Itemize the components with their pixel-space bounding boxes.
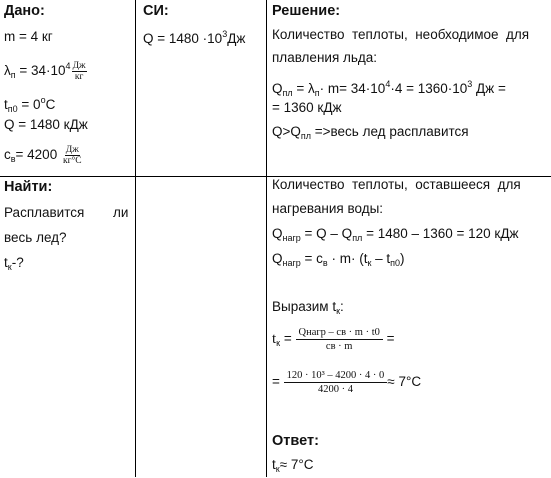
si-heat: $Q = 1480 \cdot 10^3Дж$ <box>143 29 246 46</box>
solution-temperature-calculation: = $\frac{\text{120 · 10³ – 4200 · 4 · 0}}{4200 \cdot 4}$ ≈ 7°C <box>272 369 422 395</box>
solution-express-label: Выразим $t_к$: <box>272 299 344 316</box>
find-title: Найти: <box>4 179 53 195</box>
calculation-numerator: 120 · 10³ – 4200 · 4 · 0 <box>284 369 388 383</box>
solution-melting-heat-intro: Количество теплоты, необходимое для <box>272 27 530 42</box>
solution-melting-heat-intro-2: плавления льда: <box>272 50 378 65</box>
solution-temperature-formula: $t_к$ = $\frac{\text{Qнагр – cв · m · t0}}{cв \cdot m}$ = <box>272 326 395 352</box>
answer-value: $t_к\approx 7^\circ C$ <box>272 457 314 474</box>
find-question-word: Расплавится <box>4 205 85 220</box>
given-initial-temperature: $t_{п0} = 0^oC$ <box>4 95 56 114</box>
find-final-temperature: $t_к-$? <box>4 255 24 272</box>
solution-comparison: $Q>Q_{пл}$ =>весь лед расплавится <box>272 124 469 141</box>
find-question-particle: ли <box>113 205 129 220</box>
given-title: Дано: <box>4 3 45 19</box>
given-lambda: $\lambda_п = 34\cdot 10^4$ $\frac{Дж}{кг}$ <box>4 60 86 82</box>
solution-heating-formula: $Q_{нагр} = c_в \cdot m\cdot (t_к - t_{п0})$ <box>272 251 405 268</box>
solution-melting-heat-result: = 1360 кДж <box>272 100 342 115</box>
si-title: СИ: <box>143 3 169 19</box>
solution-remaining-heat-intro: Количество теплоты, оставшееся для <box>272 177 521 192</box>
calculation-denominator: 4200 · 4 <box>317 383 353 395</box>
find-question-rest: весь лед? <box>4 230 67 245</box>
given-heat: Q = 1480 кДж <box>4 117 88 132</box>
answer-title: Ответ: <box>272 433 319 449</box>
formula-numerator: Qнагр – cв · m · t0 <box>296 326 383 340</box>
solution-remaining-heat-intro-2: нагревания воды: <box>272 201 384 216</box>
formula-denominator: cв · m <box>325 340 353 352</box>
column-divider-2 <box>266 0 267 477</box>
given-mass: m = 4 кг <box>4 29 53 44</box>
solution-melting-heat-formula: $Q_{пл} = \lambda_п\cdot m= 34\cdot 10^4\cdot 4 = 1360\cdot 10^3$ Дж = <box>272 79 506 98</box>
column-divider-1 <box>135 0 136 477</box>
solution-remaining-heat-value: $Q_{нагр} = Q - Q_{пл} = 1480 - 1360 = 120$ кДж <box>272 226 519 243</box>
solution-title: Решение: <box>272 3 341 19</box>
given-specific-heat: $c_в= 4200$ $\frac{Дж}{кг^\circ С}$ <box>4 145 82 166</box>
